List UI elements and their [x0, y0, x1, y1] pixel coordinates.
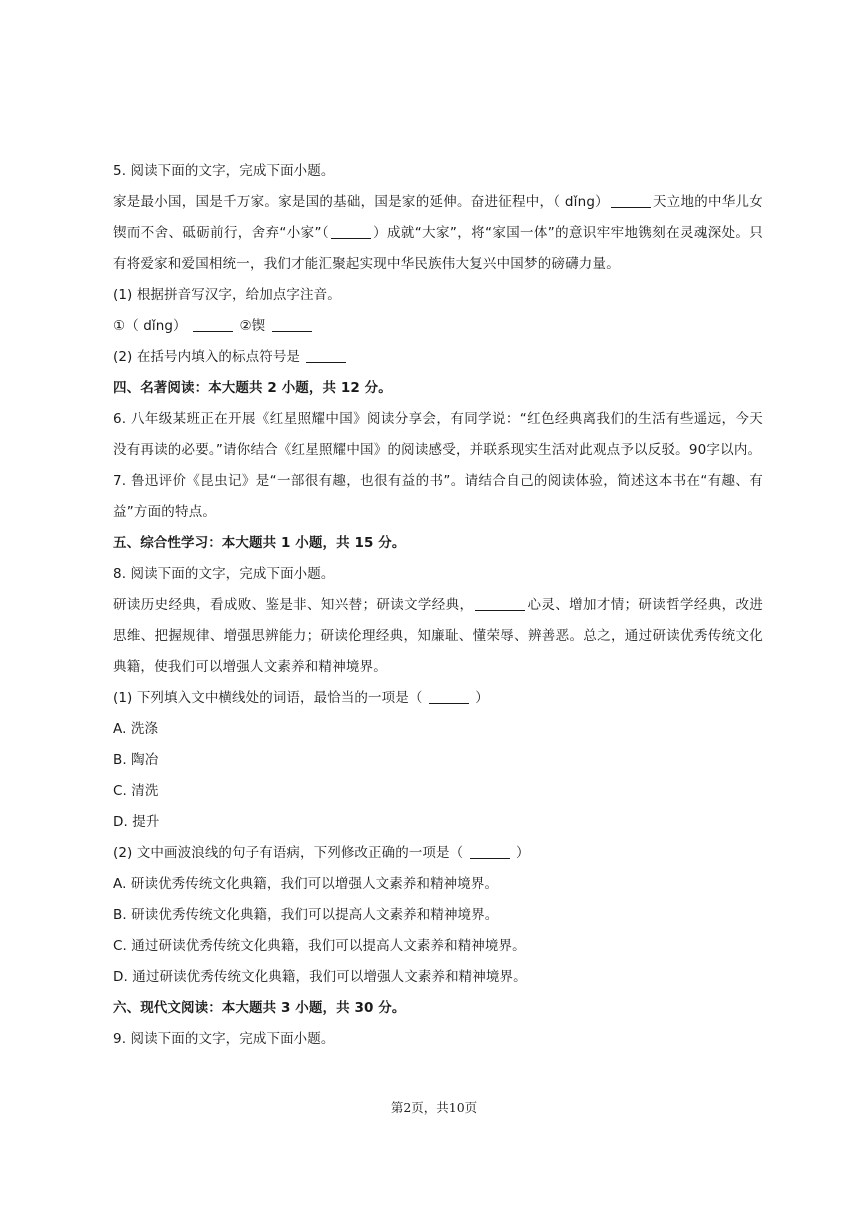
question-8-passage-part-1: 研读历史经典，看成败、鉴是非、知兴替；研读文学经典，: [113, 597, 474, 613]
question-8-sub-1: [113, 683, 763, 714]
answer-blank[interactable]: [193, 317, 233, 332]
question-7: 7. 鲁迅评价《昆虫记》是“一部很有趣，也很有益的书”。请结合自己的阅读体验，简述这本书在“有趣、有益”方面的特点。: [113, 473, 763, 520]
question-5-title: 5. 阅读下面的文字，完成下面小题。: [113, 163, 335, 179]
answer-blank[interactable]: [331, 224, 371, 239]
sub-1-item-b: ②锲: [239, 318, 266, 334]
answer-blank[interactable]: [306, 348, 346, 363]
sub-2-close: ）: [516, 845, 530, 861]
option-item: A. 洗涤: [113, 721, 159, 737]
question-5-sub-1-items: [113, 311, 763, 342]
question-8-passage-part-2: 心灵、增加才情；研读哲学经典，改进思维、把握规律、增强思辨能力；研读伦理经典，知廉耻、懂荣辱、辨善恶。总之，通过研读优秀传统文化典籍，使我们可以增强人文素养和精神境界。: [113, 597, 763, 675]
option-item: C. 通过研读优秀传统文化典籍，我们可以提高人文素养和精神境界。: [113, 938, 526, 954]
answer-blank[interactable]: [272, 317, 312, 332]
page-number-footer: 第2页，共10页: [390, 1100, 478, 1115]
sub-2-label: (2) 文中画波浪线的句子有语病，下列修改正确的一项是（: [113, 845, 464, 861]
option-item: A. 研读优秀传统文化典籍，我们可以增强人文素养和精神境界。: [113, 876, 499, 892]
sub-1-close: ）: [475, 690, 489, 706]
question-8-passage: [113, 590, 763, 683]
section-4-heading: 四、名著阅读：本大题共 2 小题，共 12 分。: [113, 380, 392, 396]
question-9-title: 9. 阅读下面的文字，完成下面小题。: [113, 1031, 335, 1047]
answer-blank[interactable]: [429, 689, 469, 704]
page-content: [113, 156, 763, 1055]
answer-blank[interactable]: [470, 844, 510, 859]
sub-2-label: (2) 在括号内填入的标点符号是: [113, 349, 301, 365]
question-8-sub-2: [113, 838, 763, 869]
answer-blank[interactable]: [475, 596, 525, 611]
question-5-passage-part-3: ）成就“大家”，将“家国一体”的意识牢牢地镌刻在灵魂深处。只有将爱家和爱国相统一，我们才能汇聚起实现中华民族伟大复兴中国梦的磅礴力量。: [113, 225, 764, 272]
option-item: C. 清洗: [113, 783, 159, 799]
question-5-passage-part-2: 天立地的中华儿女锲而不舍、砥砺前行，舍弃“小家”（: [113, 194, 763, 241]
question-6: 6. 八年级某班正在开展《红星照耀中国》阅读分享会，有同学说：“红色经典离我们的生活有些遥远，今天没有再读的必要。”请你结合《红星照耀中国》的阅读感受，并联系现实生活对此观点予以反驳。90字以内。: [113, 411, 763, 458]
sub-1-label: (1) 下列填入文中横线处的词语，最恰当的一项是（: [113, 690, 423, 706]
question-5-passage: [113, 187, 763, 280]
question-5-sub-2: [113, 342, 763, 373]
option-item: D. 提升: [113, 814, 160, 830]
question-5-sub-1: (1) 根据拼音写汉字，给加点字注音。: [113, 287, 341, 303]
option-item: B. 研读优秀传统文化典籍，我们可以提高人文素养和精神境界。: [113, 907, 499, 923]
sub-1-item-a: ①（ dǐng）: [113, 318, 187, 334]
question-5-passage-part-1: 家是最小国，国是千万家。家是国的基础，国是家的延伸。奋进征程中，（ dǐng）: [113, 194, 609, 210]
section-6-heading: 六、现代文阅读：本大题共 3 小题，共 30 分。: [113, 1000, 406, 1016]
answer-blank[interactable]: [611, 193, 651, 208]
section-5-heading: 五、综合性学习：本大题共 1 小题，共 15 分。: [113, 535, 406, 551]
option-item: B. 陶冶: [113, 752, 159, 768]
question-8-title: 8. 阅读下面的文字，完成下面小题。: [113, 566, 335, 582]
option-item: D. 通过研读优秀传统文化典籍，我们可以增强人文素养和精神境界。: [113, 969, 527, 985]
